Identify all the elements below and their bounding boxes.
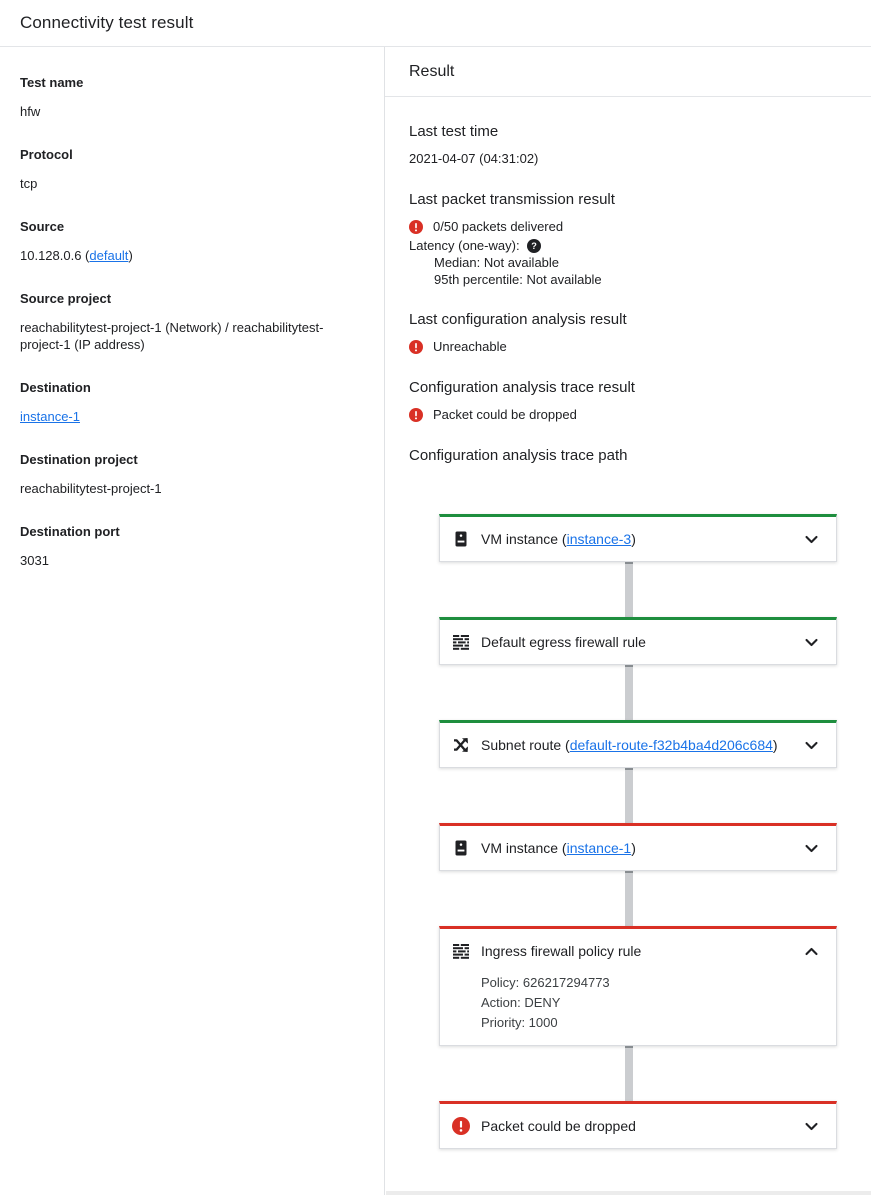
error-icon (409, 340, 423, 354)
card-title-text: VM instance ( (481, 531, 567, 547)
detail-destination-port (20, 524, 364, 569)
main-content (0, 47, 871, 1195)
detail-protocol (20, 147, 364, 192)
detail-test-name (20, 75, 364, 120)
detail-label: Source project (20, 291, 112, 306)
trace-path-list (439, 514, 837, 1149)
trace-card-header[interactable] (440, 929, 836, 973)
detail-value (20, 247, 364, 264)
destination-instance-link[interactable]: instance-1 (20, 409, 80, 424)
detail-label: Source (20, 219, 65, 234)
detail-value: 3031 (20, 553, 49, 568)
trace-card-title: Default egress firewall rule (481, 634, 646, 650)
trace-card-packet-dropped (439, 1101, 837, 1149)
trace-result-status-text: Packet could be dropped (433, 407, 577, 422)
help-icon[interactable] (527, 239, 541, 253)
packet-status-text: 0/50 packets delivered (433, 219, 564, 234)
config-analysis-status-text: Unreachable (433, 339, 507, 354)
detail-label: Protocol (20, 147, 73, 162)
card-title-suffix: ) (772, 737, 778, 753)
trace-card-title (481, 840, 636, 856)
section-trace-result (409, 378, 847, 424)
trace-card-title (481, 737, 778, 753)
firewall-icon (452, 942, 470, 960)
detail-source (20, 219, 364, 264)
trace-card-header[interactable] (440, 826, 836, 870)
detail-label: Destination project (20, 452, 138, 467)
page-header (0, 0, 871, 47)
action-detail: Action: DENY (481, 995, 561, 1010)
detail-value: tcp (20, 176, 38, 191)
result-title: Result (409, 62, 455, 80)
route-icon (452, 736, 470, 754)
trace-card-title (481, 531, 636, 547)
error-icon (409, 220, 423, 234)
vm-instance-icon (452, 530, 470, 548)
trace-card-egress-firewall (439, 617, 837, 665)
detail-destination-project (20, 452, 364, 497)
packet-status-row (409, 218, 847, 236)
last-test-time-value: 2021-04-07 (04:31:02) (409, 151, 539, 166)
vm-instance-icon (452, 839, 470, 857)
detail-destination (20, 380, 364, 425)
detail-label: Test name (20, 75, 84, 90)
result-body (385, 97, 871, 1149)
trace-card-title: Ingress firewall policy rule (481, 943, 642, 959)
trace-card-vm-instance-1 (439, 823, 837, 871)
trace-card-header[interactable] (440, 723, 836, 767)
section-heading: Last test time (409, 123, 499, 140)
source-suffix-text: ) (128, 248, 133, 263)
trace-card-subnet-route (439, 720, 837, 768)
result-panel (385, 47, 871, 1195)
detail-value (20, 408, 364, 425)
instance-1-link[interactable]: instance-1 (566, 840, 632, 856)
section-packet-transmission (409, 190, 847, 288)
trace-card-vm-instance-3 (439, 514, 837, 562)
instance-3-link[interactable]: instance-3 (566, 531, 632, 547)
detail-value: reachabilitytest-project-1 (20, 481, 162, 496)
error-icon (452, 1117, 470, 1135)
detail-label: Destination port (20, 524, 120, 539)
section-heading: Configuration analysis trace path (409, 447, 628, 464)
latency-median: Median: Not available (434, 255, 560, 270)
trace-card-title: Packet could be dropped (481, 1118, 636, 1134)
source-ip-text: 10.128.0.6 ( (20, 248, 90, 263)
result-header (385, 47, 871, 97)
chevron-down-icon[interactable] (801, 632, 822, 653)
trace-card-header[interactable] (440, 620, 836, 664)
chevron-down-icon[interactable] (801, 529, 822, 550)
source-network-link[interactable]: default (89, 248, 129, 263)
trace-connector (625, 1046, 633, 1101)
trace-connector (625, 768, 633, 823)
section-config-analysis (409, 310, 847, 356)
section-heading: Last packet transmission result (409, 191, 615, 208)
trace-connector (625, 871, 633, 926)
policy-detail: Policy: 626217294773 (481, 975, 610, 990)
card-title-text: Subnet route ( (481, 737, 570, 753)
section-trace-path (409, 446, 847, 1149)
detail-label: Destination (20, 380, 91, 395)
latency-p95: 95th percentile: Not available (434, 272, 602, 287)
chevron-down-icon[interactable] (801, 838, 822, 859)
detail-value: reachabilitytest-project-1 (Network) / reachabilitytest-project-1 (IP address) (20, 320, 324, 352)
section-heading: Last configuration analysis result (409, 311, 627, 328)
latency-label: Latency (one-way): (409, 238, 520, 253)
card-title-text: VM instance ( (481, 840, 567, 856)
test-details-panel (0, 47, 385, 1195)
chevron-down-icon[interactable] (801, 735, 822, 756)
horizontal-scrollbar[interactable] (386, 1191, 871, 1195)
section-heading: Configuration analysis trace result (409, 379, 635, 396)
svg-text:?: ? (530, 240, 537, 251)
chevron-up-icon[interactable] (801, 941, 822, 962)
latency-row (409, 237, 847, 254)
trace-card-details (440, 973, 836, 1045)
trace-card-header[interactable] (440, 517, 836, 561)
card-title-suffix: ) (631, 840, 636, 856)
trace-connector (625, 562, 633, 617)
trace-connector (625, 665, 633, 720)
detail-source-project (20, 291, 364, 353)
error-icon (409, 408, 423, 422)
trace-card-header[interactable] (440, 1104, 836, 1148)
detail-value: hfw (20, 104, 41, 119)
page-title: Connectivity test result (20, 13, 194, 32)
subnet-route-link[interactable]: default-route-f32b4ba4d206c684 (569, 737, 773, 753)
priority-detail: Priority: 1000 (481, 1015, 558, 1030)
trace-result-status-row (409, 406, 847, 424)
section-last-test-time (409, 122, 847, 168)
firewall-icon (452, 633, 470, 651)
chevron-down-icon[interactable] (801, 1116, 822, 1137)
card-title-suffix: ) (631, 531, 636, 547)
config-analysis-status-row (409, 338, 847, 356)
trace-card-ingress-firewall-policy (439, 926, 837, 1046)
